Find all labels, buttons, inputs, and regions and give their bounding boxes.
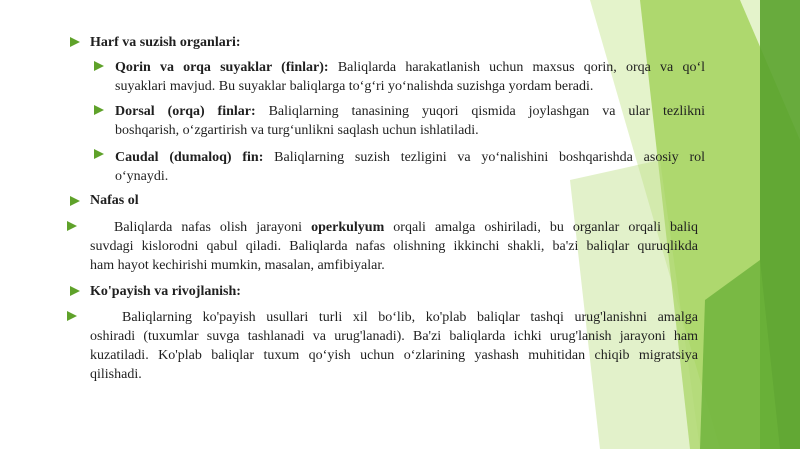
breathing-keyword: operkulyum bbox=[311, 220, 385, 235]
breathing-paragraph bbox=[90, 218, 698, 275]
arrow-bullet-icon bbox=[66, 310, 78, 322]
fin-item-3 bbox=[115, 148, 705, 186]
fin-term: Caudal (dumaloq) fin: bbox=[115, 150, 264, 165]
section-heading-breathing: Nafas ol bbox=[90, 193, 139, 208]
arrow-bullet-icon bbox=[93, 148, 105, 160]
fin-text: Baliqlarda harakatlanish uchun maxsus qorin, orqa va qo‘l bbox=[337, 60, 705, 75]
fin-item-1 bbox=[115, 58, 705, 96]
arrow-bullet-icon bbox=[69, 36, 81, 48]
breathing-text: Baliqlarda nafas olish jarayoni bbox=[114, 220, 303, 235]
arrow-bullet-icon bbox=[93, 104, 105, 116]
reproduction-text: kuzatiladi. Ko'plab baliqlar tuxum qo‘yish uchun o‘zlarining yashash muhitidan chiqib migratsiya bbox=[90, 348, 698, 363]
reproduction-text: qilishadi. bbox=[90, 367, 142, 382]
fin-text: Baliqlarning suzish tezligini va yo‘nalishini boshqarishda asosiy rol bbox=[274, 150, 705, 165]
reproduction-paragraph bbox=[90, 308, 698, 384]
arrow-bullet-icon bbox=[69, 195, 81, 207]
fin-text: Baliqlarning tanasining yuqori qismida joylashgan va ular tezlikni bbox=[268, 104, 705, 119]
arrow-bullet-icon bbox=[93, 60, 105, 72]
section-heading-fins: Harf va suzish organlari: bbox=[90, 35, 241, 50]
fin-text: o‘ynaydi. bbox=[115, 169, 169, 184]
fin-term: Qorin va orqa suyaklar (finlar): bbox=[115, 60, 329, 75]
fin-text: boshqarish, o‘zgartirish va turg‘unlikni saqlash uchun ishlatiladi. bbox=[115, 123, 479, 138]
breathing-text: suvdagi kislorodni qabul qiladi. Baliqlarda nafas olishning ikkinchi shakli, ba'zi baliqlar quruqlikda bbox=[90, 239, 698, 254]
reproduction-text: Baliqlarning ko'payish usullari turli xil bo‘lib, ko'plab baliqlar tashqi urug'lanishni amalga bbox=[122, 310, 698, 325]
arrow-bullet-icon bbox=[69, 285, 81, 297]
section-heading-reproduction: Ko'payish va rivojlanish: bbox=[90, 284, 241, 299]
fin-term: Dorsal (orqa) finlar: bbox=[115, 104, 256, 119]
fin-text: suyaklari mavjud. Bu suyaklar baliqlarga to‘g‘ri yo‘nalishda suzishga yordam beradi. bbox=[115, 79, 594, 94]
fin-item-2 bbox=[115, 102, 705, 140]
breathing-text: ham hayot kechirishi mumkin, masalan, amfibiyalar. bbox=[90, 258, 385, 273]
reproduction-text: oshiradi (tuxumlar suvga tashlanadi va urug'lanadi). Ba'zi baliqlarda ichki urug'lanish jarayoni ham bbox=[90, 329, 698, 344]
breathing-text: orqali amalga oshiriladi, bu organlar orqali baliq bbox=[393, 220, 698, 235]
arrow-bullet-icon bbox=[66, 220, 78, 232]
